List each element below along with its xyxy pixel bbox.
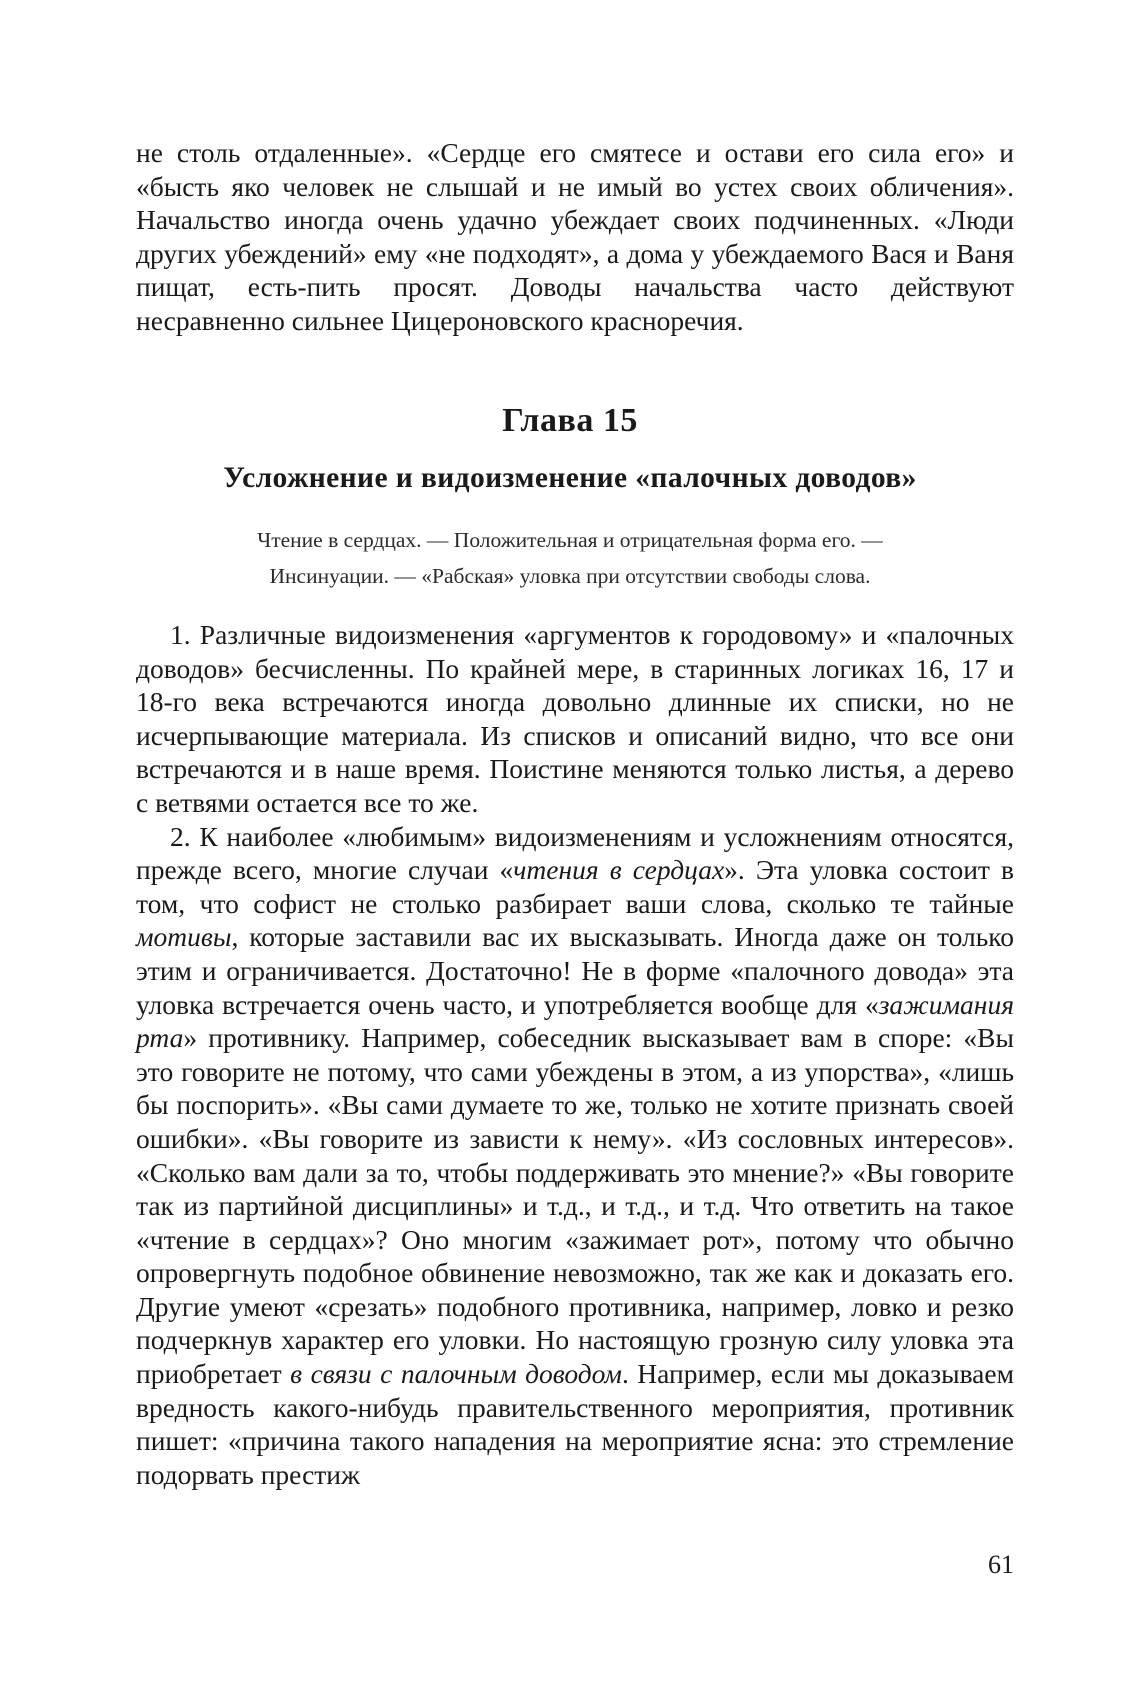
italic-text: зажимания рта <box>136 988 1014 1054</box>
paragraph-section-2 <box>136 820 1014 1492</box>
text-run: , которые заставили вас их высказывать. Иногда даже он только этим и ограничивается. Достаточно! Не в форме «палочного довода» эта уловка встречается очень часто, и употребляется вообще для « <box>136 921 1014 1020</box>
text-run: » противнику. Например, собеседник высказывает вам в споре: «Вы это говорите не потому, что сами убеждены в этом, а из упорства», «лишь бы поспорить». «Вы сами думаете то же, только не хотите признать своей ошибки». «Вы говорите из зависти к нему». «Из сословных интересов». «Сколько вам дали за то, чтобы поддерживать это мнение?» «Вы говорите так из партийной дисциплины» и т.д., и т.д., и т.д. Что ответить на такое «чтение в сердцах»? Оно многим «зажимает рот», потому что обычно опровергнуть подобное обвинение невозможно, так же как и доказать его. Другие умеют «срезать» подобного противника, например, ловко и резко подчеркнув характер его уловки. Но настоящую грозную силу уловка эта приобретает <box>136 1022 1014 1390</box>
epigraph-line: Инсинуации. — «Рабская» уловка при отсутствии свободы слова. <box>269 564 871 588</box>
chapter-number: Глава 15 <box>502 402 638 439</box>
text-run: . Например, если мы доказываем вредность какого-нибудь правительственного мероприятия, противник пишет: «причина такого нападения на мероприятие ясна: это стремление подорвать престиж <box>136 1358 1015 1490</box>
chapter-epigraph <box>180 522 960 594</box>
chapter-title: Усложнение и видоизменение «палочных доводов» <box>223 462 917 494</box>
italic-text: чтения в сердцах <box>513 854 725 886</box>
text-run: ». Эта уловка состоит в том, что софист не столько разбирает ваши слова, сколько те тайные <box>136 854 1014 919</box>
chapter-body <box>136 618 1014 1491</box>
italic-text: в связи с палочным доводом <box>290 1358 622 1390</box>
page-number: 61 <box>988 1550 1014 1579</box>
text-run: 2. К наиболее «любимым» видоизменениям и усложнениям относятся, прежде всего, многие случаи « <box>136 820 1014 886</box>
italic-text: мотивы <box>136 921 232 953</box>
epigraph-line: Чтение в сердцах. — Положительная и отрицательная форма его. — <box>257 528 883 552</box>
intro-paragraph: не столь отдаленные». «Сердце его смятесе и остави его сила его» и «бысть яко человек не слышай и не имый во устех своих обличения». Начальство иногда очень удачно убеждает своих подчиненных. «Люди других убеждений» ему «не подходят», а дома у убеждаемого Вася и Ваня пищат, есть-пить просят. Доводы начальства часто действуют несравненно сильнее Цицероновского красноречия. <box>136 137 1014 336</box>
paragraph-section-1: 1. Различные видоизменения «аргументов к городовому» и «палочных доводов» бесчисленны. По крайней мере, в старинных логиках 16, 17 и 18-го века встречаются иногда довольно длинные их списки, но не исчерпывающие материала. Из списков и описаний видно, что все они встречаются и в наше время. Поистине меняются только листья, а дерево с ветвями остается все то же. <box>136 619 1014 818</box>
